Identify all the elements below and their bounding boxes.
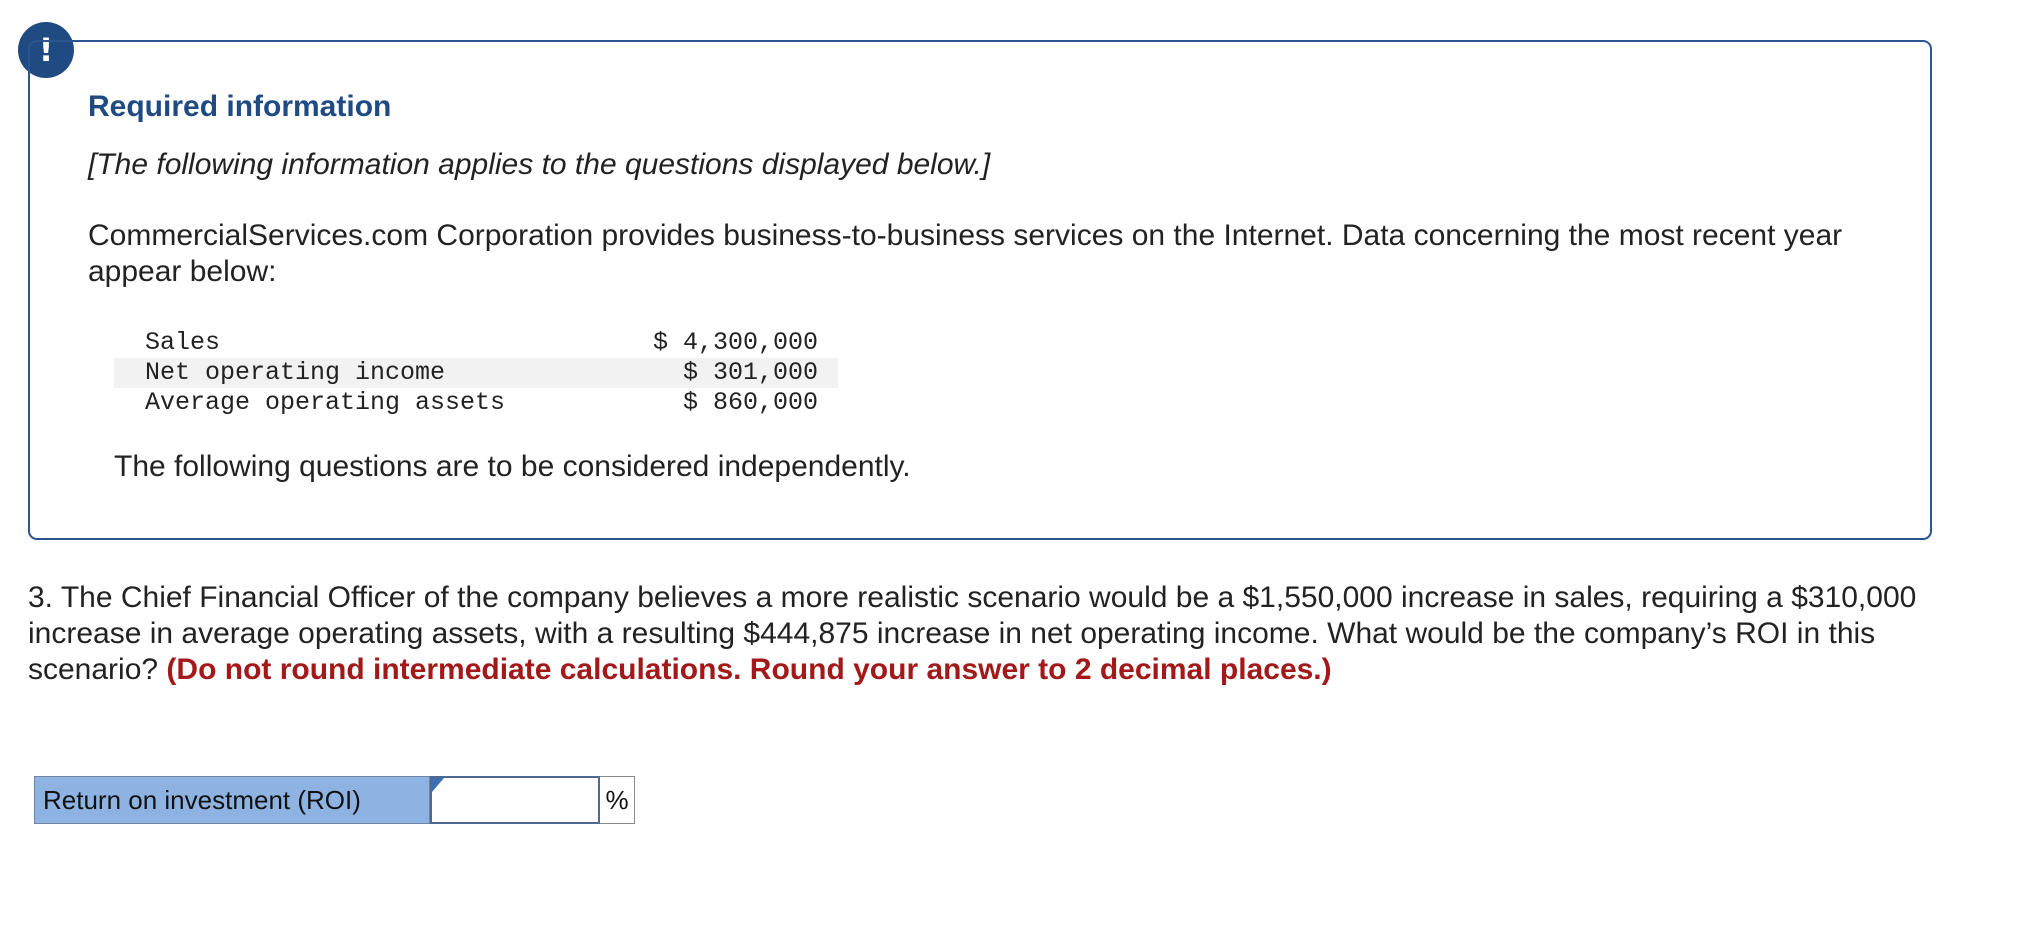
required-information-title: Required information bbox=[88, 90, 392, 123]
question-text bbox=[28, 580, 1988, 688]
answer-row bbox=[34, 776, 635, 824]
table-row bbox=[114, 358, 838, 388]
applies-note: [The following information applies to the questions displayed below.] bbox=[88, 148, 991, 181]
roi-label: Return on investment (ROI) bbox=[34, 776, 430, 824]
table-row bbox=[114, 388, 838, 418]
exclamation-icon: ! bbox=[18, 22, 74, 78]
required-flag-icon bbox=[432, 778, 444, 792]
row-value: $ 860,000 bbox=[682, 388, 818, 417]
financial-data-table bbox=[114, 328, 838, 418]
row-label: Sales bbox=[145, 328, 221, 357]
row-label: Net operating income bbox=[114, 358, 605, 388]
independence-note: The following questions are to be considered independently. bbox=[114, 450, 911, 483]
company-description: CommercialServices.com Corporation provides business-to-business services on the Internet. Data concerning the most recent year appear below: bbox=[88, 219, 1843, 288]
roi-input[interactable] bbox=[432, 778, 598, 822]
table-row bbox=[114, 328, 838, 358]
row-label: Average operating assets bbox=[145, 388, 506, 417]
roi-input-container bbox=[430, 776, 600, 824]
question-body: 3. The Chief Financial Officer of the company believes a more realistic scenario would be a $1,550,000 increase in sales, requiring a $310,000 increase in average operating assets, with a resulting $444,875 increase in net operating income. What would be the company’s ROI in this scenario? bbox=[28, 581, 1917, 686]
percent-unit: % bbox=[600, 776, 635, 824]
row-value: $ 4,300,000 bbox=[652, 328, 818, 357]
row-value: $ 301,000 bbox=[605, 358, 838, 388]
rounding-instruction: (Do not round intermediate calculations. Round your answer to 2 decimal places.) bbox=[166, 653, 1332, 686]
